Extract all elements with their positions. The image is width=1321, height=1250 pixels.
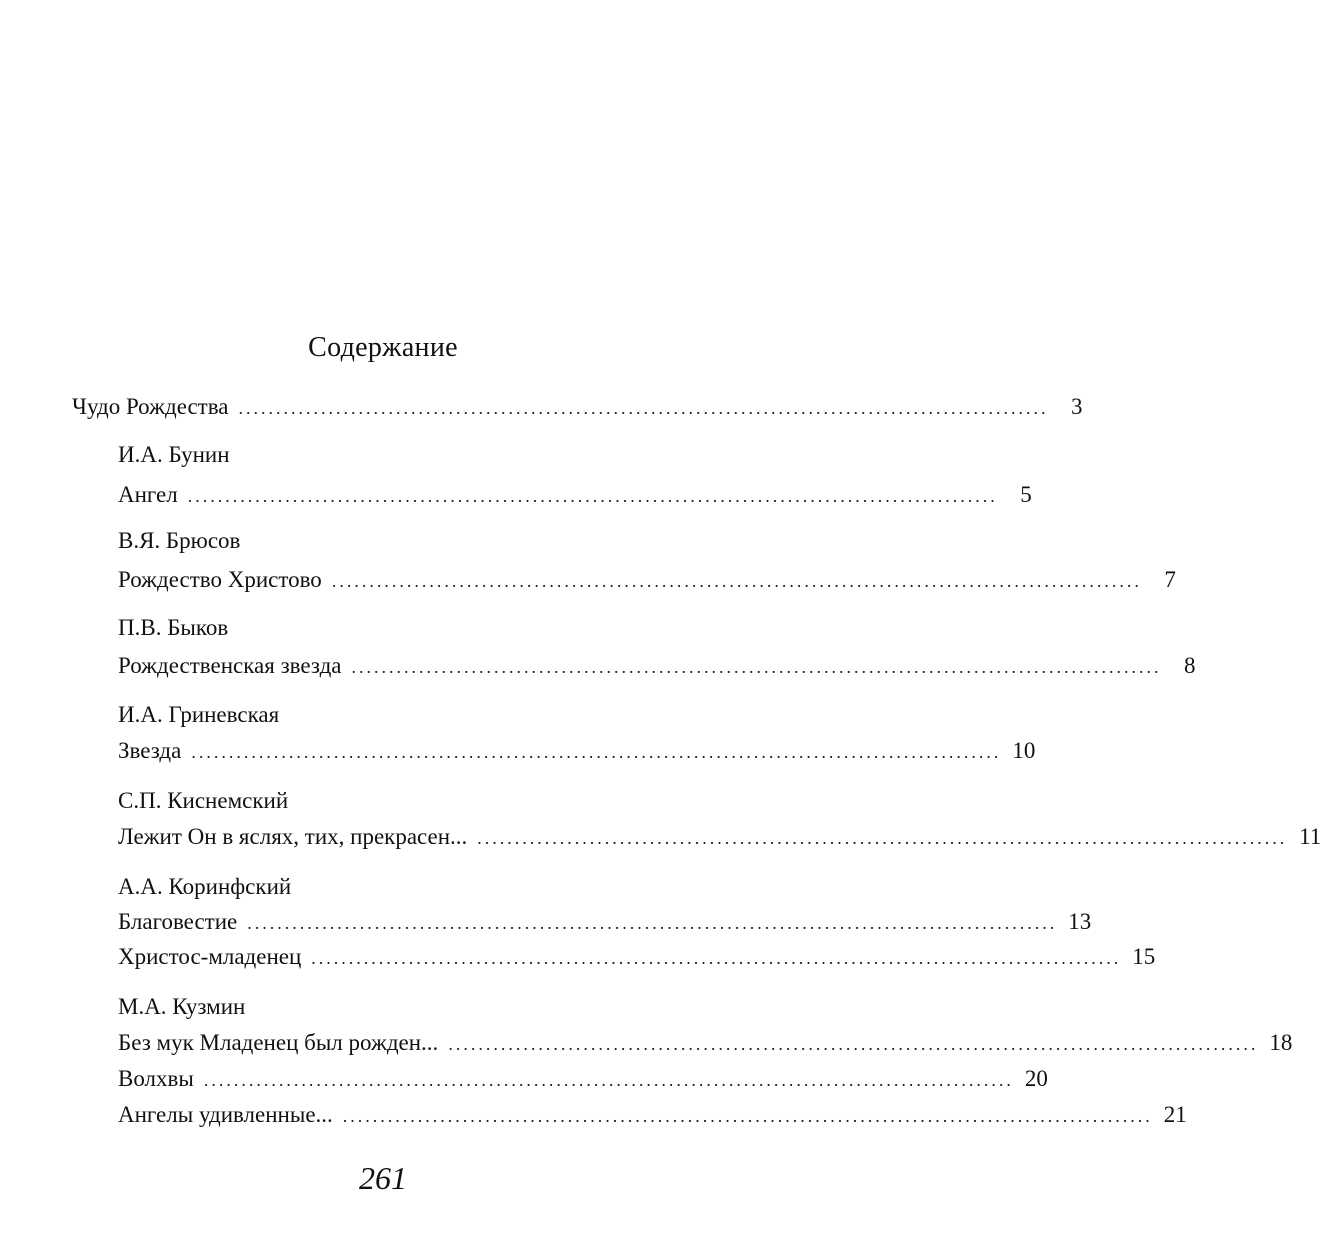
- dot-leader: ............................................................................................................: [191, 742, 1002, 762]
- page-title: Содержание: [308, 332, 458, 363]
- page-number: 11: [1299, 824, 1321, 849]
- entry-title: Чудо Рождества: [72, 394, 229, 419]
- dot-leader: ............................................................................................................: [311, 948, 1122, 968]
- entry-title: Благовестие: [118, 909, 238, 934]
- dot-leader: ............................................................................................................: [187, 486, 998, 506]
- author-name: А.А. Коринфский: [118, 874, 292, 899]
- entry-title: Звезда: [118, 738, 182, 763]
- dot-leader: ............................................................................................................: [477, 828, 1288, 848]
- page-number: 7: [1164, 567, 1176, 592]
- entry-title: Рождество Христово: [118, 567, 322, 592]
- page-number: 5: [1020, 482, 1032, 507]
- dot-leader: ............................................................................................................: [331, 571, 1142, 591]
- page-number: 3: [1071, 394, 1083, 419]
- author-name: В.Я. Брюсов: [118, 528, 241, 553]
- page-number: 15: [1132, 944, 1156, 969]
- entry-title: Христос-младенец: [118, 944, 302, 969]
- dot-leader: ............................................................................................................: [238, 398, 1049, 418]
- page-folio: 261: [359, 1160, 407, 1196]
- entry-title: Ангелы удивленные...: [118, 1102, 333, 1127]
- entry-title: Ангел: [118, 482, 178, 507]
- author-name: П.В. Быков: [118, 615, 229, 640]
- page-number: 8: [1183, 653, 1196, 678]
- entry-title: Лежит Он в яслях, тих, прекрасен...: [118, 824, 468, 849]
- author-name: М.А. Кузмин: [118, 994, 246, 1019]
- author-name: И.А. Бунин: [118, 442, 230, 467]
- entry-title: Без мук Младенец был рожден...: [118, 1030, 439, 1055]
- toc-entry: [118, 480, 1032, 511]
- page-number: 10: [1012, 738, 1036, 763]
- toc-entry: [118, 651, 1196, 682]
- toc-entry: [118, 1028, 1293, 1059]
- entry-title: Рождественская звезда: [118, 653, 342, 678]
- page-number: 18: [1269, 1030, 1293, 1055]
- toc-entry: [118, 565, 1176, 596]
- toc-entry: [118, 736, 1036, 767]
- toc-entry: [118, 822, 1321, 853]
- dot-leader: ............................................................................................................: [351, 657, 1162, 677]
- page-number: 20: [1024, 1066, 1048, 1091]
- dot-leader: ............................................................................................................: [247, 913, 1058, 933]
- toc-entry: [118, 1100, 1187, 1131]
- page-number: 13: [1068, 909, 1092, 934]
- author-name: С.П. Киснемский: [118, 788, 289, 813]
- toc-entry: [118, 907, 1092, 938]
- dot-leader: ............................................................................................................: [342, 1106, 1153, 1126]
- toc-entry-intro: [72, 392, 1083, 423]
- entry-title: Волхвы: [118, 1066, 194, 1091]
- dot-leader: ............................................................................................................: [448, 1034, 1259, 1054]
- page-number: 21: [1163, 1102, 1187, 1127]
- toc-entry: [118, 942, 1156, 973]
- dot-leader: ............................................................................................................: [203, 1070, 1014, 1090]
- author-name: И.А. Гриневская: [118, 702, 280, 727]
- toc-entry: [118, 1064, 1048, 1095]
